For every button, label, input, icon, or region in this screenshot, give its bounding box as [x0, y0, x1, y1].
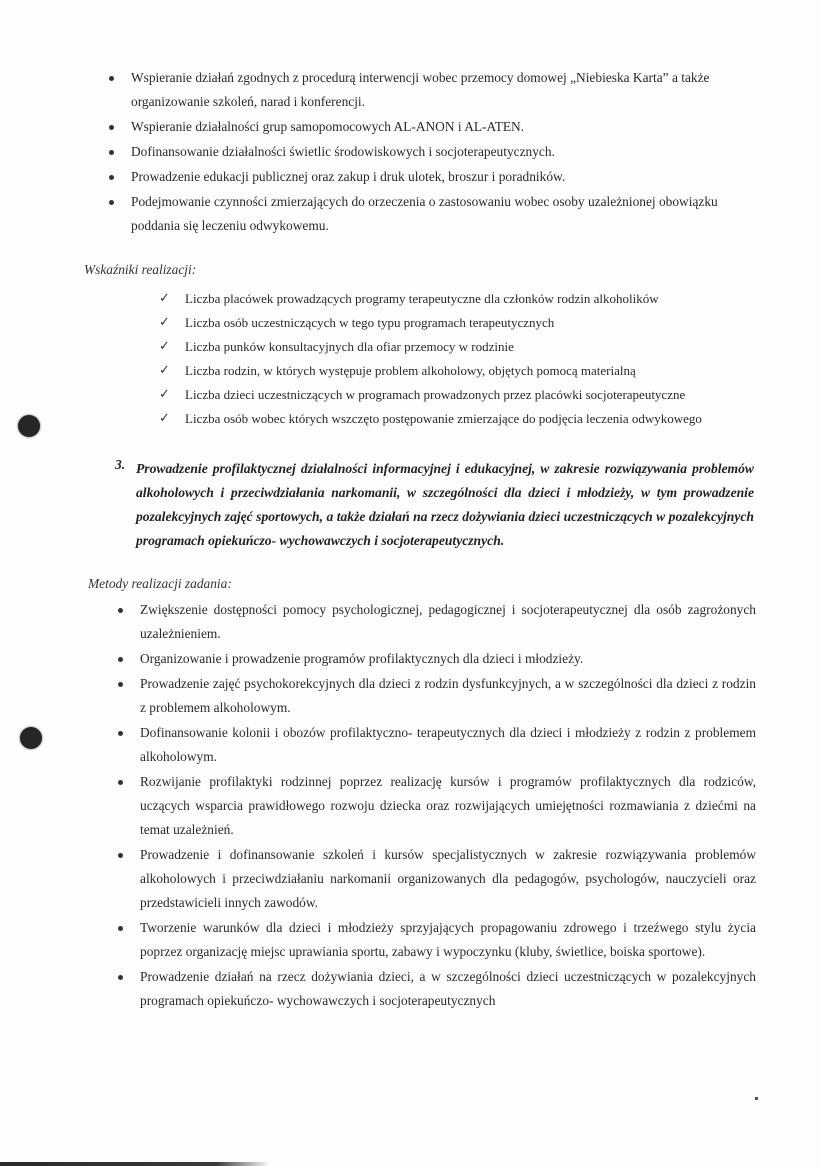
list-item-text: Prowadzenie i dofinansowanie szkoleń i kursów specjalistycznych w zakresie rozwiązywania problemów alkoholowych i przeciwdziałaniu narkomanii organizowanych dla pedagogów, psychologów, nauczycieli oraz przedstawicieli innych zawodów. — [140, 847, 756, 910]
indicator-item — [159, 383, 785, 407]
check-mark-icon: ✓ — [159, 411, 170, 426]
bullet-icon — [118, 657, 123, 662]
bullet-icon — [118, 975, 123, 980]
indicator-text: Liczba osób wobec których wszczęto postępowanie zmierzające do podjęcia leczenia odwykowego — [185, 411, 702, 426]
check-mark-icon: ✓ — [159, 339, 170, 354]
indicators-heading: Wskaźniki realizacji: — [84, 262, 197, 277]
bullet-icon — [109, 200, 114, 205]
check-mark-icon: ✓ — [159, 387, 170, 402]
bullet-icon — [118, 608, 123, 613]
list-item — [140, 647, 756, 671]
list-item — [140, 965, 756, 1013]
indicator-item — [159, 407, 785, 431]
scan-speck — [755, 1097, 758, 1100]
list-item — [140, 916, 756, 964]
punch-hole-top — [18, 415, 40, 437]
list-item — [131, 115, 761, 139]
list-item — [140, 672, 756, 720]
indicator-item — [159, 359, 785, 383]
list-item — [140, 770, 756, 842]
bullet-icon — [109, 175, 114, 180]
list-item-text: Wspieranie działalności grup samopomocowych AL-ANON i AL-ATEN. — [131, 119, 525, 134]
bullet-icon — [109, 125, 114, 130]
list-item — [131, 66, 761, 114]
list-item-text: Zwiększenie dostępności pomocy psychologicznej, pedagogicznej i socjoterapeutycznej dla osób zagrożonych uzależnieniem. — [140, 602, 756, 641]
check-mark-icon: ✓ — [159, 315, 170, 330]
bullet-icon — [118, 731, 123, 736]
methods-heading: Metody realizacji zadania: — [88, 576, 232, 591]
list-item — [140, 721, 756, 769]
list-item-text: Prowadzenie zajęć psychokorekcyjnych dla dzieci z rodzin dysfunkcyjnych, a w szczególności dla dzieci z rodzin z problemem alkoholowym. — [140, 676, 756, 715]
list-item — [140, 843, 756, 915]
list-item-text: Prowadzenie edukacji publicznej oraz zakup i druk ulotek, broszur i poradników. — [131, 169, 566, 184]
list-item-text: Dofinansowanie kolonii i obozów profilaktyczno- terapeutycznych dla dzieci i młodzieży z rodzin z problemem alkoholowym. — [140, 725, 756, 764]
list-item-text: Prowadzenie działań na rzecz dożywiania dzieci, a w szczególności dzieci uczestniczących w pozalekcyjnych programach opiekuńczo- wychowawczych i socjoterapeutycznych — [140, 969, 756, 1008]
list-item-text: Podejmowanie czynności zmierzających do orzeczenia o zastosowaniu wobec osoby uzależnionej obowiązku poddania się leczeniu odwykowemu. — [131, 194, 718, 233]
list-item-text: Wspieranie działań zgodnych z procedurą interwencji wobec przemocy domowej „Niebieska Karta” a także organizowanie szkoleń, narad i konferencji. — [131, 70, 710, 109]
list-item-text: Rozwijanie profilaktyki rodzinnej poprzez realizację kursów i programów profilaktycznych dla rodziców, uczących wsparcia prawidłowego rozwoju dziecka oraz rozwijających umiejętności rozmawiania z dziećmi na temat uzależnień. — [140, 774, 756, 837]
indicator-text: Liczba osób uczestniczących w tego typu programach terapeutycznych — [185, 315, 555, 330]
list-item — [131, 190, 761, 238]
bullet-icon — [118, 926, 123, 931]
indicator-item — [159, 335, 785, 359]
list-item — [140, 598, 756, 646]
bullet-icon — [109, 150, 114, 155]
list-item — [131, 165, 761, 189]
section-number: 3. — [115, 457, 126, 472]
bullet-icon — [109, 76, 114, 81]
list-item-text: Tworzenie warunków dla dzieci i młodzieży sprzyjających propagowaniu zdrowego i trzeźwego stylu życia poprzez organizację miejsc uprawiania sportu, zabawy i wypoczynku (kluby, świetlice, boiska sportowe). — [140, 920, 756, 959]
indicator-text: Liczba punków konsultacyjnych dla ofiar przemocy w rodzinie — [185, 339, 514, 354]
indicators-list — [159, 287, 785, 431]
top-bullet-list — [131, 66, 761, 239]
indicator-item — [159, 287, 785, 311]
bullet-icon — [118, 853, 123, 858]
punch-hole-bottom — [20, 727, 42, 749]
indicator-item — [159, 311, 785, 335]
list-item — [131, 140, 761, 164]
check-mark-icon: ✓ — [159, 363, 170, 378]
scan-bottom-edge — [0, 1162, 270, 1166]
list-item-text: Organizowanie i prowadzenie programów profilaktycznych dla dzieci i młodzieży. — [140, 651, 584, 666]
bullet-icon — [118, 682, 123, 687]
list-item-text: Dofinansowanie działalności świetlic środowiskowych i socjoterapeutycznych. — [131, 144, 555, 159]
indicator-text: Liczba dzieci uczestniczących w programach prowadzonych przez placówki socjoterapeutyczne — [185, 387, 686, 402]
bullet-icon — [118, 780, 123, 785]
section-title: Prowadzenie profilaktycznej działalności informacyjnej i edukacyjnej, w zakresie rozwiązywania problemów alkoholowych i przeciwdziałania narkomanii, w szczególności dla dzieci i młodzieży, w tym prowadzenie pozalekcyjnych zajęć sportowych, a także działań na rzecz dożywiania dzieci uczestniczących w pozalekcyjnych programach opiekuńczo- wychowawczych i socjoterapeutycznych. — [136, 461, 754, 548]
indicator-text: Liczba rodzin, w których występuje problem alkoholowy, objętych pomocą materialną — [185, 363, 636, 378]
check-mark-icon: ✓ — [159, 291, 170, 306]
indicator-text: Liczba placówek prowadzących programy terapeutyczne dla członków rodzin alkoholików — [185, 291, 659, 306]
methods-list — [140, 598, 756, 1014]
